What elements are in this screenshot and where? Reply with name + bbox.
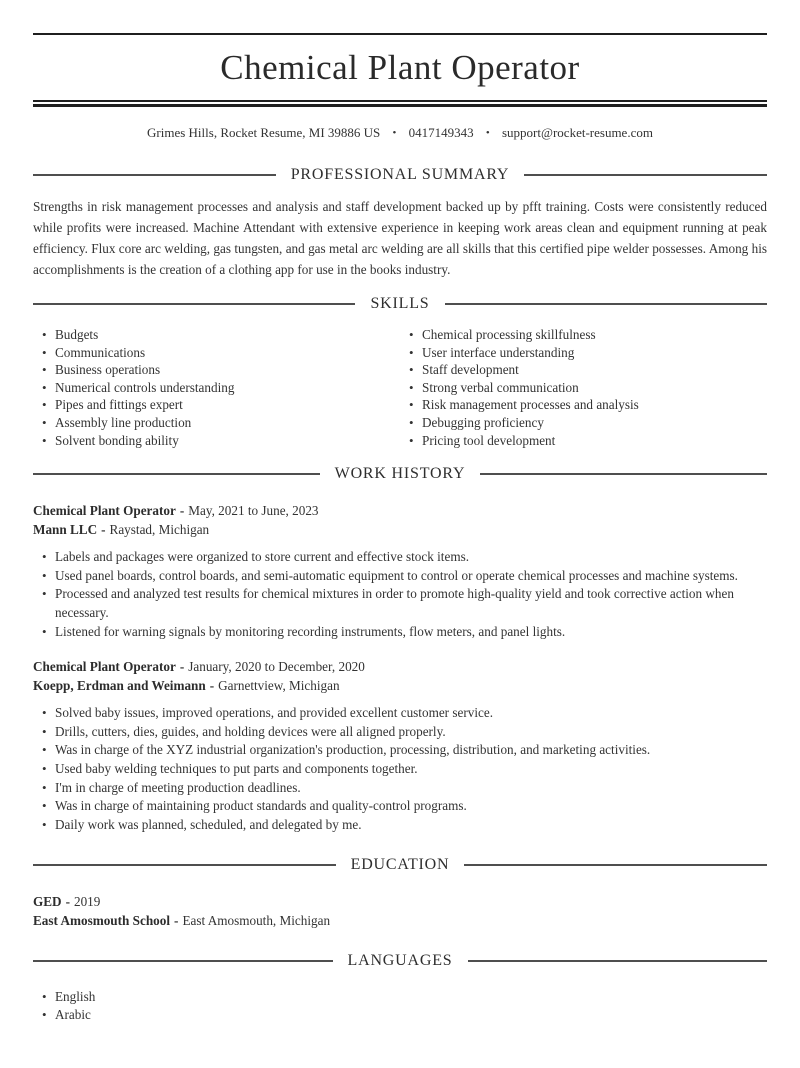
section-header-skills: [33, 295, 767, 313]
section-divider-line: [33, 473, 320, 475]
job-entry: [33, 501, 767, 641]
contact-line: [33, 125, 767, 141]
job-bullet: • Labels and packages were organized to store current and effective stock items.: [55, 548, 767, 567]
skill-item: • Business operations: [55, 361, 400, 379]
section-divider-line: [33, 864, 336, 866]
bullet-separator-icon: •: [392, 127, 397, 139]
job-entry: [33, 657, 767, 834]
company-line: [33, 676, 767, 695]
skill-item: • User interface understanding: [422, 344, 767, 362]
job-bullet: • I'm in charge of meeting production deadlines.: [55, 779, 767, 798]
school-location: East Amosmouth, Michigan: [182, 913, 331, 929]
company-line: [33, 520, 767, 539]
skill-item: • Pricing tool development: [422, 432, 767, 450]
summary-paragraph: Strengths in risk management processes and analysis and staff development backed up by pfft training. Costs were consistently reduced while profits were increased. Machine Attendant with extensive experience in keeping work areas clean and equipment running at peak efficiency. Flux core arc welding, gas tungsten, and gas metal arc welding are all skills that this certified pipe welder possesses. Among his accomplishments is the creation of a clothing app for use in the books industry.: [33, 199, 767, 277]
school-name: East Amosmouth School: [33, 913, 171, 929]
section-heading-languages: LANGUAGES: [347, 952, 453, 970]
section-divider-line: [33, 960, 333, 962]
dash-separator: -: [179, 659, 185, 675]
job-bullet: • Daily work was planned, scheduled, and delegated by me.: [55, 816, 767, 835]
section-header-education: [33, 856, 767, 874]
job-header-line: [33, 501, 767, 520]
page-title: Chemical Plant Operator: [220, 48, 580, 87]
job-bullet: • Used panel boards, control boards, and semi-automatic equipment to control or operate chemical processes and machine systems.: [55, 567, 767, 586]
section-divider-line: [33, 303, 355, 305]
section-divider-line: [468, 960, 768, 962]
job-bullet: • Drills, cutters, dies, guides, and holding devices were all aligned properly.: [55, 723, 767, 742]
school-line: [33, 911, 767, 930]
job-bullet: • Solved baby issues, improved operations, and provided excellent customer service.: [55, 704, 767, 723]
section-divider-line: [464, 864, 767, 866]
language-item: • English: [55, 988, 767, 1006]
skill-item: • Debugging proficiency: [422, 414, 767, 432]
job-bullet: • Used baby welding techniques to put parts and components together.: [55, 760, 767, 779]
section-heading-summary: PROFESSIONAL SUMMARY: [290, 166, 510, 183]
job-title: Chemical Plant Operator: [33, 659, 176, 675]
section-header-languages: [33, 952, 767, 970]
section-divider-line: [33, 174, 276, 176]
skills-column-left: [33, 326, 400, 449]
skill-item: • Risk management processes and analysis: [422, 396, 767, 414]
bullet-separator-icon: •: [485, 127, 490, 139]
job-title: Chemical Plant Operator: [33, 503, 176, 519]
dash-separator: -: [65, 894, 70, 910]
degree-line: [33, 892, 767, 911]
section-heading-education: EDUCATION: [350, 856, 450, 874]
section-divider-line: [445, 303, 767, 305]
job-header-line: [33, 657, 767, 676]
skill-item: • Communications: [55, 344, 400, 362]
skill-item: • Strong verbal communication: [422, 379, 767, 397]
contact-address: Grimes Hills, Rocket Resume, MI 39886 US: [147, 125, 381, 140]
languages-list: [33, 988, 767, 1024]
job-bullet: • Listened for warning signals by monitoring recording instruments, flow meters, and panel lights.: [55, 623, 767, 642]
dash-separator: -: [209, 678, 215, 694]
job-bullet: • Processed and analyzed test results for chemical mixtures in order to promote high-quality yield and took corrective action when necessary.: [55, 585, 767, 622]
skill-item: • Solvent bonding ability: [55, 432, 400, 450]
section-divider-line: [480, 473, 767, 475]
job-bullet: • Was in charge of maintaining product standards and quality-control programs.: [55, 797, 767, 816]
skill-item: • Staff development: [422, 361, 767, 379]
dash-separator: -: [174, 913, 179, 929]
section-divider-line: [524, 174, 767, 176]
graduation-year: 2019: [73, 894, 101, 910]
skill-item: • Chemical processing skillfulness: [422, 326, 767, 344]
contact-phone: 0417149343: [408, 125, 474, 140]
company-name: Koepp, Erdman and Weimann: [33, 678, 206, 694]
dash-separator: -: [179, 503, 185, 519]
job-dates: January, 2020 to December, 2020: [188, 659, 365, 675]
language-item: • Arabic: [55, 1006, 767, 1024]
dash-separator: -: [101, 522, 106, 538]
section-heading-work-history: WORK HISTORY: [334, 465, 466, 483]
resume-page: [0, 33, 800, 1054]
job-location: Garnettview, Michigan: [218, 678, 340, 694]
section-heading-skills: SKILLS: [370, 295, 430, 312]
degree-name: GED: [33, 894, 62, 910]
job-dates: May, 2021 to June, 2023: [188, 503, 319, 519]
education-entry: [33, 892, 767, 930]
section-header-summary: [33, 166, 767, 184]
skill-item: • Assembly line production: [55, 414, 400, 432]
company-name: Mann LLC: [33, 522, 98, 538]
job-location: Raystad, Michigan: [109, 522, 210, 538]
section-header-work-history: [33, 465, 767, 483]
skill-item: • Numerical controls understanding: [55, 379, 400, 397]
job-bullet: • Was in charge of the XYZ industrial organization's production, processing, distribution, and marketing activities.: [55, 741, 767, 760]
skill-item: • Budgets: [55, 326, 400, 344]
skill-item: • Pipes and fittings expert: [55, 396, 400, 414]
title-bottom-double-rule: [33, 100, 767, 107]
skills-columns: [33, 326, 767, 449]
contact-email: support@rocket-resume.com: [502, 125, 653, 140]
skills-column-right: [400, 326, 767, 449]
